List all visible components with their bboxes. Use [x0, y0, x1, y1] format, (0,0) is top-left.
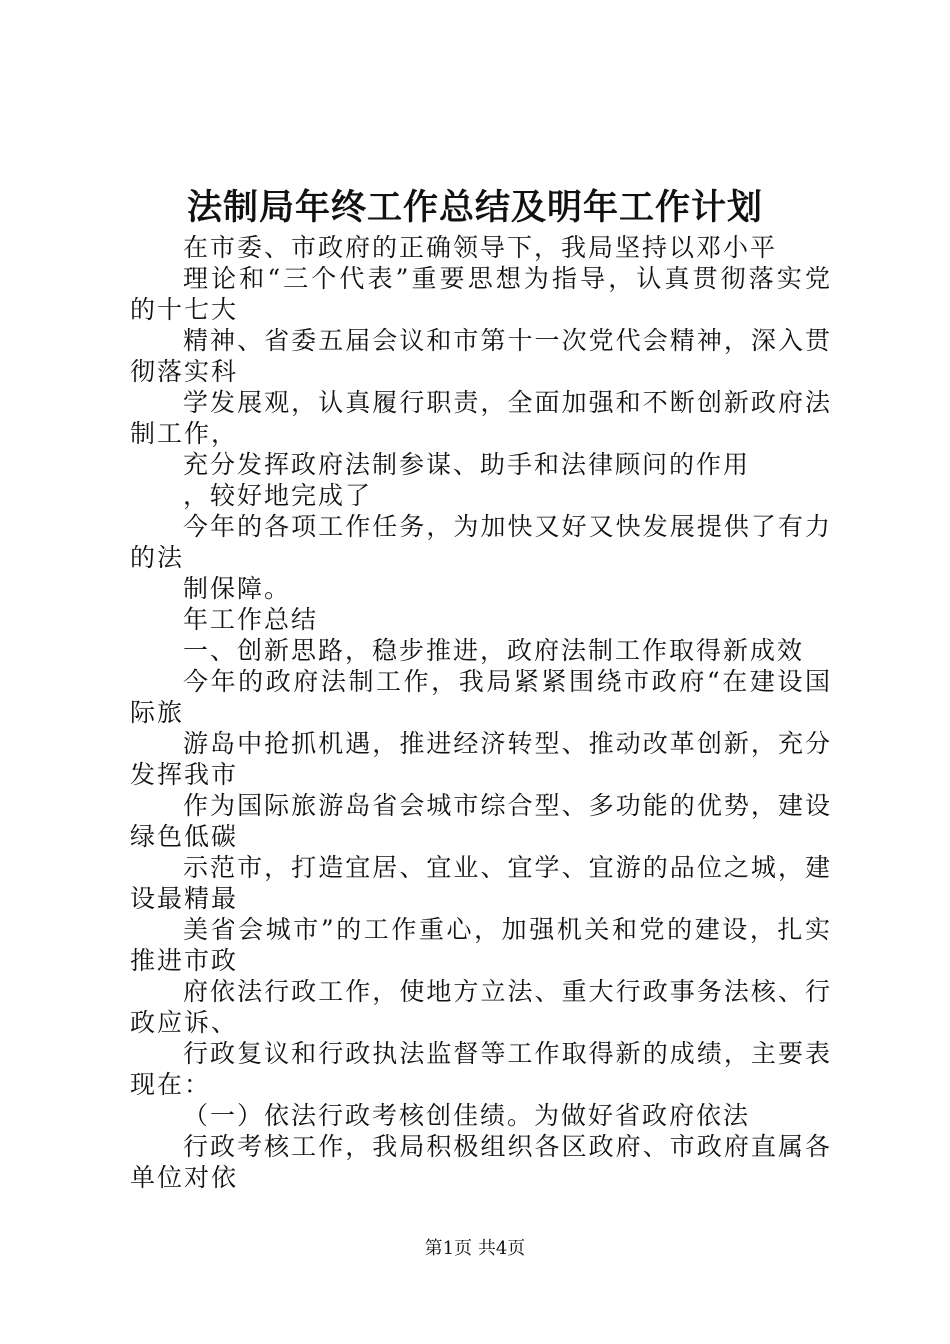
paragraph-line: 充分发挥政府法制参谋、助手和法律顾问的作用: [183, 450, 751, 479]
paragraph-line: 制保障。: [183, 574, 292, 603]
document-body: [130, 232, 832, 1193]
paragraph-line: 示范市，打造宜居、宜业、宜学、宜游的品位之城，建设最精最: [130, 853, 832, 913]
section-heading: 年工作总结: [183, 605, 319, 634]
paragraph-line: 今年的各项工作任务，为加快又好又快发展提供了有力的法: [130, 512, 832, 572]
paragraph-line: 美省会城市”的工作重心，加强机关和党的建设，扎实推进市政: [130, 915, 832, 975]
paragraph-line: 游岛中抢抓机遇，推进经济转型、推动改革创新，充分发挥我市: [130, 729, 832, 789]
paragraph-line: 精神、省委五届会议和市第十一次党代会精神，深入贯彻落实科: [130, 326, 832, 386]
section-heading: 一、创新思路，稳步推进，政府法制工作取得新成效: [183, 636, 805, 665]
document-title: 法制局年终工作总结及明年工作计划: [186, 187, 763, 228]
page-number-footer: 第1页 共4页: [424, 1238, 526, 1259]
paragraph-line: 府依法行政工作，使地方立法、重大行政事务法核、行政应诉、: [130, 977, 832, 1037]
subsection-heading: （一）依法行政考核创佳绩。为做好省政府依法: [183, 1101, 751, 1130]
paragraph-line: 在市委、市政府的正确领导下，我局坚持以邓小平: [183, 233, 778, 262]
paragraph-line: 作为国际旅游岛省会城市综合型、多功能的优势，建设绿色低碳: [130, 791, 832, 851]
paragraph-line: 今年的政府法制工作，我局紧紧围绕市政府“在建设国际旅: [130, 667, 832, 727]
paragraph-line: 理论和“三个代表”重要思想为指导，认真贯彻落实党的十七大: [130, 264, 832, 324]
paragraph-line: 学发展观，认真履行职责，全面加强和不断创新政府法制工作，: [130, 388, 832, 448]
paragraph-line: ，较好地完成了: [183, 481, 373, 510]
paragraph-line: 行政考核工作，我局积极组织各区政府、市政府直属各单位对依: [130, 1132, 832, 1192]
paragraph-line: 行政复议和行政执法监督等工作取得新的成绩，主要表现在：: [130, 1039, 832, 1099]
